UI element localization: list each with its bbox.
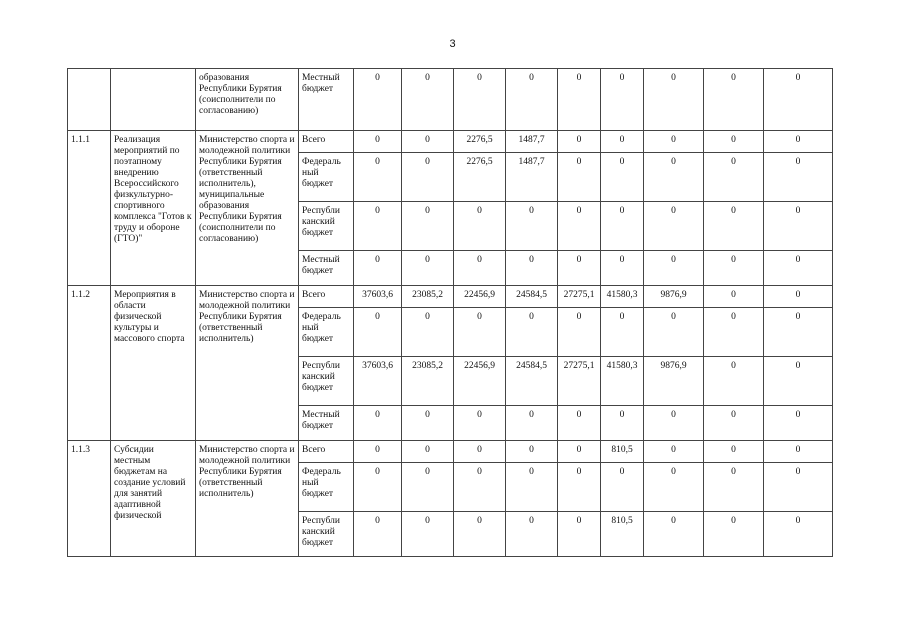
funding-value-cell: 0 xyxy=(454,69,506,131)
funding-value-cell: 0 xyxy=(558,153,601,202)
funding-value-cell: 0 xyxy=(402,251,454,286)
funding-value-cell: 0 xyxy=(558,131,601,153)
funding-value-cell: 0 xyxy=(704,286,764,308)
funding-value-cell: 0 xyxy=(558,441,601,463)
funding-source-label: Местный бюджет xyxy=(299,251,354,286)
page-number: 3 xyxy=(449,38,456,50)
funding-value-cell: 0 xyxy=(704,202,764,251)
funding-value-cell: 0 xyxy=(354,251,402,286)
funding-value-cell: 0 xyxy=(704,251,764,286)
row-executor-cell: Министерство спорта и молодежной политики Республики Бурятия (ответственный исполнитель), муниципальные образования Республики Бурятия (соисполнители по согласованию) xyxy=(196,131,299,286)
funding-value-cell: 0 xyxy=(601,153,644,202)
funding-value-cell: 1487,7 xyxy=(506,131,558,153)
funding-value-cell: 0 xyxy=(454,308,506,357)
funding-value-cell: 0 xyxy=(704,357,764,406)
funding-value-cell: 0 xyxy=(644,131,704,153)
funding-value-cell: 2276,5 xyxy=(454,131,506,153)
funding-value-cell: 0 xyxy=(644,251,704,286)
funding-value-cell: 27275,1 xyxy=(558,286,601,308)
funding-value-cell: 23085,2 xyxy=(402,357,454,406)
table-row xyxy=(68,69,833,131)
funding-value-cell: 0 xyxy=(704,463,764,512)
funding-value-cell: 0 xyxy=(454,406,506,441)
funding-value-cell: 0 xyxy=(601,69,644,131)
funding-value-cell: 0 xyxy=(764,69,833,131)
funding-value-cell: 0 xyxy=(354,69,402,131)
row-name-cell: Реализация мероприятий по поэтапному внедрению Всероссийского физкультурно-спортивного комплекса "Готов к труду и обороне (ГТО)" xyxy=(111,131,196,286)
funding-value-cell: 0 xyxy=(354,463,402,512)
funding-value-cell: 0 xyxy=(558,69,601,131)
funding-source-label: Федераль ный бюджет xyxy=(299,153,354,202)
funding-value-cell: 0 xyxy=(454,512,506,557)
funding-value-cell: 0 xyxy=(354,202,402,251)
funding-value-cell: 0 xyxy=(764,357,833,406)
table-row xyxy=(68,286,833,308)
funding-value-cell: 0 xyxy=(506,512,558,557)
funding-value-cell: 22456,9 xyxy=(454,286,506,308)
funding-value-cell: 0 xyxy=(764,153,833,202)
funding-value-cell: 0 xyxy=(402,131,454,153)
funding-value-cell: 0 xyxy=(558,308,601,357)
funding-value-cell: 0 xyxy=(601,406,644,441)
funding-value-cell: 0 xyxy=(601,463,644,512)
row-code-cell: 1.1.3 xyxy=(68,441,111,557)
funding-value-cell: 1487,7 xyxy=(506,153,558,202)
row-code-cell: 1.1.2 xyxy=(68,286,111,441)
funding-value-cell: 41580,3 xyxy=(601,357,644,406)
funding-value-cell: 0 xyxy=(601,308,644,357)
funding-source-label: Федераль ный бюджет xyxy=(299,308,354,357)
row-executor-cell: Министерство спорта и молодежной политики Республики Бурятия (ответственный исполнитель) xyxy=(196,286,299,441)
row-executor-cell: образования Республики Бурятия (соисполнители по согласованию) xyxy=(196,69,299,131)
funding-value-cell: 0 xyxy=(764,131,833,153)
funding-value-cell: 0 xyxy=(644,512,704,557)
funding-value-cell: 27275,1 xyxy=(558,357,601,406)
funding-source-label: Местный бюджет xyxy=(299,69,354,131)
funding-value-cell: 0 xyxy=(506,251,558,286)
funding-value-cell: 0 xyxy=(558,202,601,251)
funding-value-cell: 0 xyxy=(644,406,704,441)
funding-source-label: Республи канский бюджет xyxy=(299,357,354,406)
funding-value-cell: 0 xyxy=(354,153,402,202)
funding-value-cell: 0 xyxy=(454,463,506,512)
funding-value-cell: 0 xyxy=(764,512,833,557)
row-code-cell xyxy=(68,69,111,131)
funding-value-cell: 0 xyxy=(644,463,704,512)
funding-value-cell: 24584,5 xyxy=(506,357,558,406)
funding-value-cell: 0 xyxy=(354,512,402,557)
funding-value-cell: 0 xyxy=(644,441,704,463)
funding-value-cell: 0 xyxy=(704,308,764,357)
program-funding-table xyxy=(67,68,833,557)
funding-value-cell: 0 xyxy=(354,308,402,357)
funding-value-cell: 0 xyxy=(644,69,704,131)
funding-value-cell: 0 xyxy=(402,512,454,557)
funding-value-cell: 2276,5 xyxy=(454,153,506,202)
row-name-cell: Субсидии местным бюджетам на создание условий для занятий адаптивной физической xyxy=(111,441,196,557)
funding-value-cell: 0 xyxy=(704,69,764,131)
funding-value-cell: 0 xyxy=(704,406,764,441)
funding-value-cell: 0 xyxy=(704,512,764,557)
funding-value-cell: 0 xyxy=(764,441,833,463)
funding-value-cell: 0 xyxy=(764,463,833,512)
row-code-cell: 1.1.1 xyxy=(68,131,111,286)
funding-value-cell: 0 xyxy=(764,251,833,286)
funding-value-cell: 0 xyxy=(558,251,601,286)
funding-value-cell: 41580,3 xyxy=(601,286,644,308)
funding-value-cell: 0 xyxy=(454,441,506,463)
funding-value-cell: 9876,9 xyxy=(644,286,704,308)
funding-value-cell: 0 xyxy=(506,202,558,251)
funding-value-cell: 0 xyxy=(506,463,558,512)
funding-value-cell: 0 xyxy=(558,512,601,557)
funding-value-cell: 0 xyxy=(704,153,764,202)
funding-value-cell: 0 xyxy=(558,406,601,441)
funding-value-cell: 0 xyxy=(764,406,833,441)
funding-value-cell: 0 xyxy=(644,308,704,357)
funding-value-cell: 37603,6 xyxy=(354,286,402,308)
funding-value-cell: 0 xyxy=(402,153,454,202)
funding-value-cell: 0 xyxy=(402,202,454,251)
row-executor-cell: Министерство спорта и молодежной политики Республики Бурятия (ответственный исполнитель) xyxy=(196,441,299,557)
funding-value-cell: 0 xyxy=(558,463,601,512)
funding-value-cell: 810,5 xyxy=(601,441,644,463)
funding-value-cell: 0 xyxy=(644,153,704,202)
funding-value-cell: 22456,9 xyxy=(454,357,506,406)
funding-value-cell: 0 xyxy=(454,251,506,286)
funding-value-cell: 0 xyxy=(506,441,558,463)
funding-value-cell: 0 xyxy=(764,308,833,357)
funding-value-cell: 0 xyxy=(402,406,454,441)
funding-value-cell: 0 xyxy=(601,202,644,251)
funding-value-cell: 37603,6 xyxy=(354,357,402,406)
row-name-cell: Мероприятия в области физической культуры и массового спорта xyxy=(111,286,196,441)
funding-value-cell: 9876,9 xyxy=(644,357,704,406)
funding-value-cell: 0 xyxy=(506,406,558,441)
funding-value-cell: 0 xyxy=(506,69,558,131)
funding-value-cell: 0 xyxy=(601,131,644,153)
funding-value-cell: 0 xyxy=(354,441,402,463)
funding-source-label: Всего xyxy=(299,131,354,153)
funding-value-cell: 0 xyxy=(402,308,454,357)
funding-value-cell: 0 xyxy=(764,286,833,308)
funding-value-cell: 0 xyxy=(402,463,454,512)
funding-source-label: Всего xyxy=(299,441,354,463)
funding-value-cell: 0 xyxy=(644,202,704,251)
funding-value-cell: 0 xyxy=(454,202,506,251)
funding-source-label: Всего xyxy=(299,286,354,308)
funding-value-cell: 0 xyxy=(601,251,644,286)
funding-value-cell: 0 xyxy=(354,406,402,441)
funding-value-cell: 0 xyxy=(402,441,454,463)
funding-source-label: Федераль ный бюджет xyxy=(299,463,354,512)
funding-source-label: Местный бюджет xyxy=(299,406,354,441)
row-name-cell xyxy=(111,69,196,131)
funding-value-cell: 810,5 xyxy=(601,512,644,557)
funding-source-label: Республи канский бюджет xyxy=(299,512,354,557)
funding-value-cell: 0 xyxy=(704,441,764,463)
funding-value-cell: 0 xyxy=(704,131,764,153)
funding-value-cell: 0 xyxy=(764,202,833,251)
funding-value-cell: 24584,5 xyxy=(506,286,558,308)
funding-value-cell: 0 xyxy=(506,308,558,357)
table-row xyxy=(68,441,833,463)
funding-value-cell: 0 xyxy=(402,69,454,131)
table-row xyxy=(68,131,833,153)
funding-value-cell: 23085,2 xyxy=(402,286,454,308)
funding-source-label: Республи канский бюджет xyxy=(299,202,354,251)
funding-value-cell: 0 xyxy=(354,131,402,153)
